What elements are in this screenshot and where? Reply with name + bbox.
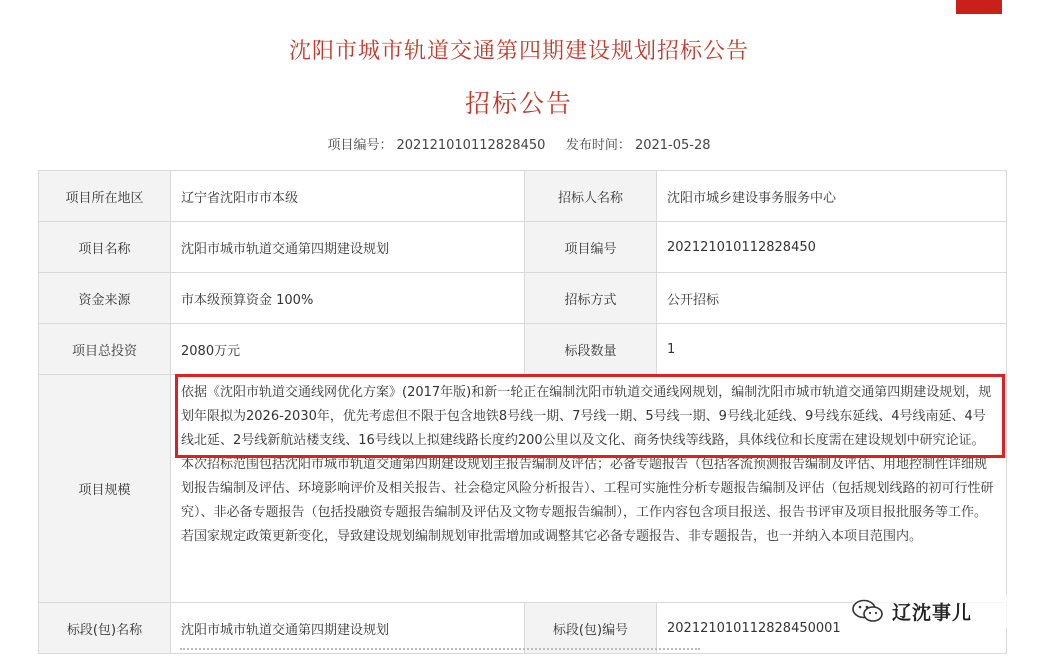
table-row [39,273,1007,324]
watermark-text: 辽沈事儿 [892,601,973,624]
publish-label: 发布时间： [565,138,631,153]
label-cell: 标段(包)编号 [525,603,657,654]
corner-tab [956,0,1002,14]
value-cell: 辽宁省沈阳市市本级 [171,171,525,222]
label-cell: 项目所在地区 [39,171,171,222]
label-cell: 招标方式 [525,273,657,324]
table-row [39,171,1007,222]
project-no-label: 项目编号： [327,138,393,153]
label-cell: 标段数量 [525,324,657,375]
scope-label: 项目规模 [39,375,171,603]
value-cell: 1 [657,324,1007,375]
value-cell: 沈阳市城市轨道交通第四期建设规划 [171,603,525,654]
label-cell: 项目编号 [525,222,657,273]
table-row [39,324,1007,375]
label-cell: 招标人名称 [525,171,657,222]
project-no: 202121010112828450 [396,138,546,153]
table-row [39,222,1007,273]
cropped-next-row [180,648,700,652]
table-row-scope [39,375,1007,603]
scope-text: 依据《沈阳市轨道交通线网优化方案》(2017年版)和新一轮正在编制沈阳市轨道交通线网规划，编制沈阳市城市轨道交通第四期建设规划，规划年限拟为2026-2030年，优先考虑但不限于包含地铁8号线一期、7号线一期、5号线一期、9号线北延线、9号线东延线、4号线南延、4号线北延、2号线新航站楼支线、16号线以上拟建线路长度约200公里以及文化、商务快线等线路，具体线位和长度需在建设规划中研究论证。本次招标范围包括沈阳市城市轨道交通第四期建设规划主报告编制及评估；必备专题报告（包括客流预测报告编制及评估、用地控制性详细规划报告编制及评估、环境影响评价及相关报告、社会稳定风险分析报告）、工程可实施性分析专题报告编制及评估（包括规划线路的初可行性研究）、非必备专题报告（包括投融资专题报告编制及评估及文物专题报告编制），工作内容包含项目报送、报告书评审及项目报批服务等工作。若国家规定政策更新变化，导致建设规划编制规划审批需增加或调整其它必备专题报告、非专题报告，也一并纳入本项目范围内。 [171,375,1007,603]
label-cell: 资金来源 [39,273,171,324]
value-cell: 202121010112828450 [657,222,1007,273]
page-subtitle: 招标公告 [464,89,573,118]
wechat-icon [852,599,884,623]
label-cell: 项目总投资 [39,324,171,375]
value-cell: 沈阳市城市轨道交通第四期建设规划 [171,222,525,273]
value-cell: 公开招标 [657,273,1007,324]
value-cell: 2080万元 [171,324,525,375]
value-cell: 市本级预算资金 100% [171,273,525,324]
watermark [852,594,1012,628]
label-cell: 项目名称 [39,222,171,273]
meta-line [0,134,1038,153]
info-table [38,170,1007,654]
publish-date: 2021-05-28 [634,138,711,153]
value-cell: 沈阳市城乡建设事务服务中心 [657,171,1007,222]
page-title: 沈阳市城市轨道交通第四期建设规划招标公告 [288,39,749,64]
value-cell: 202121010112828450001 [657,603,1007,654]
label-cell: 标段(包)名称 [39,603,171,654]
